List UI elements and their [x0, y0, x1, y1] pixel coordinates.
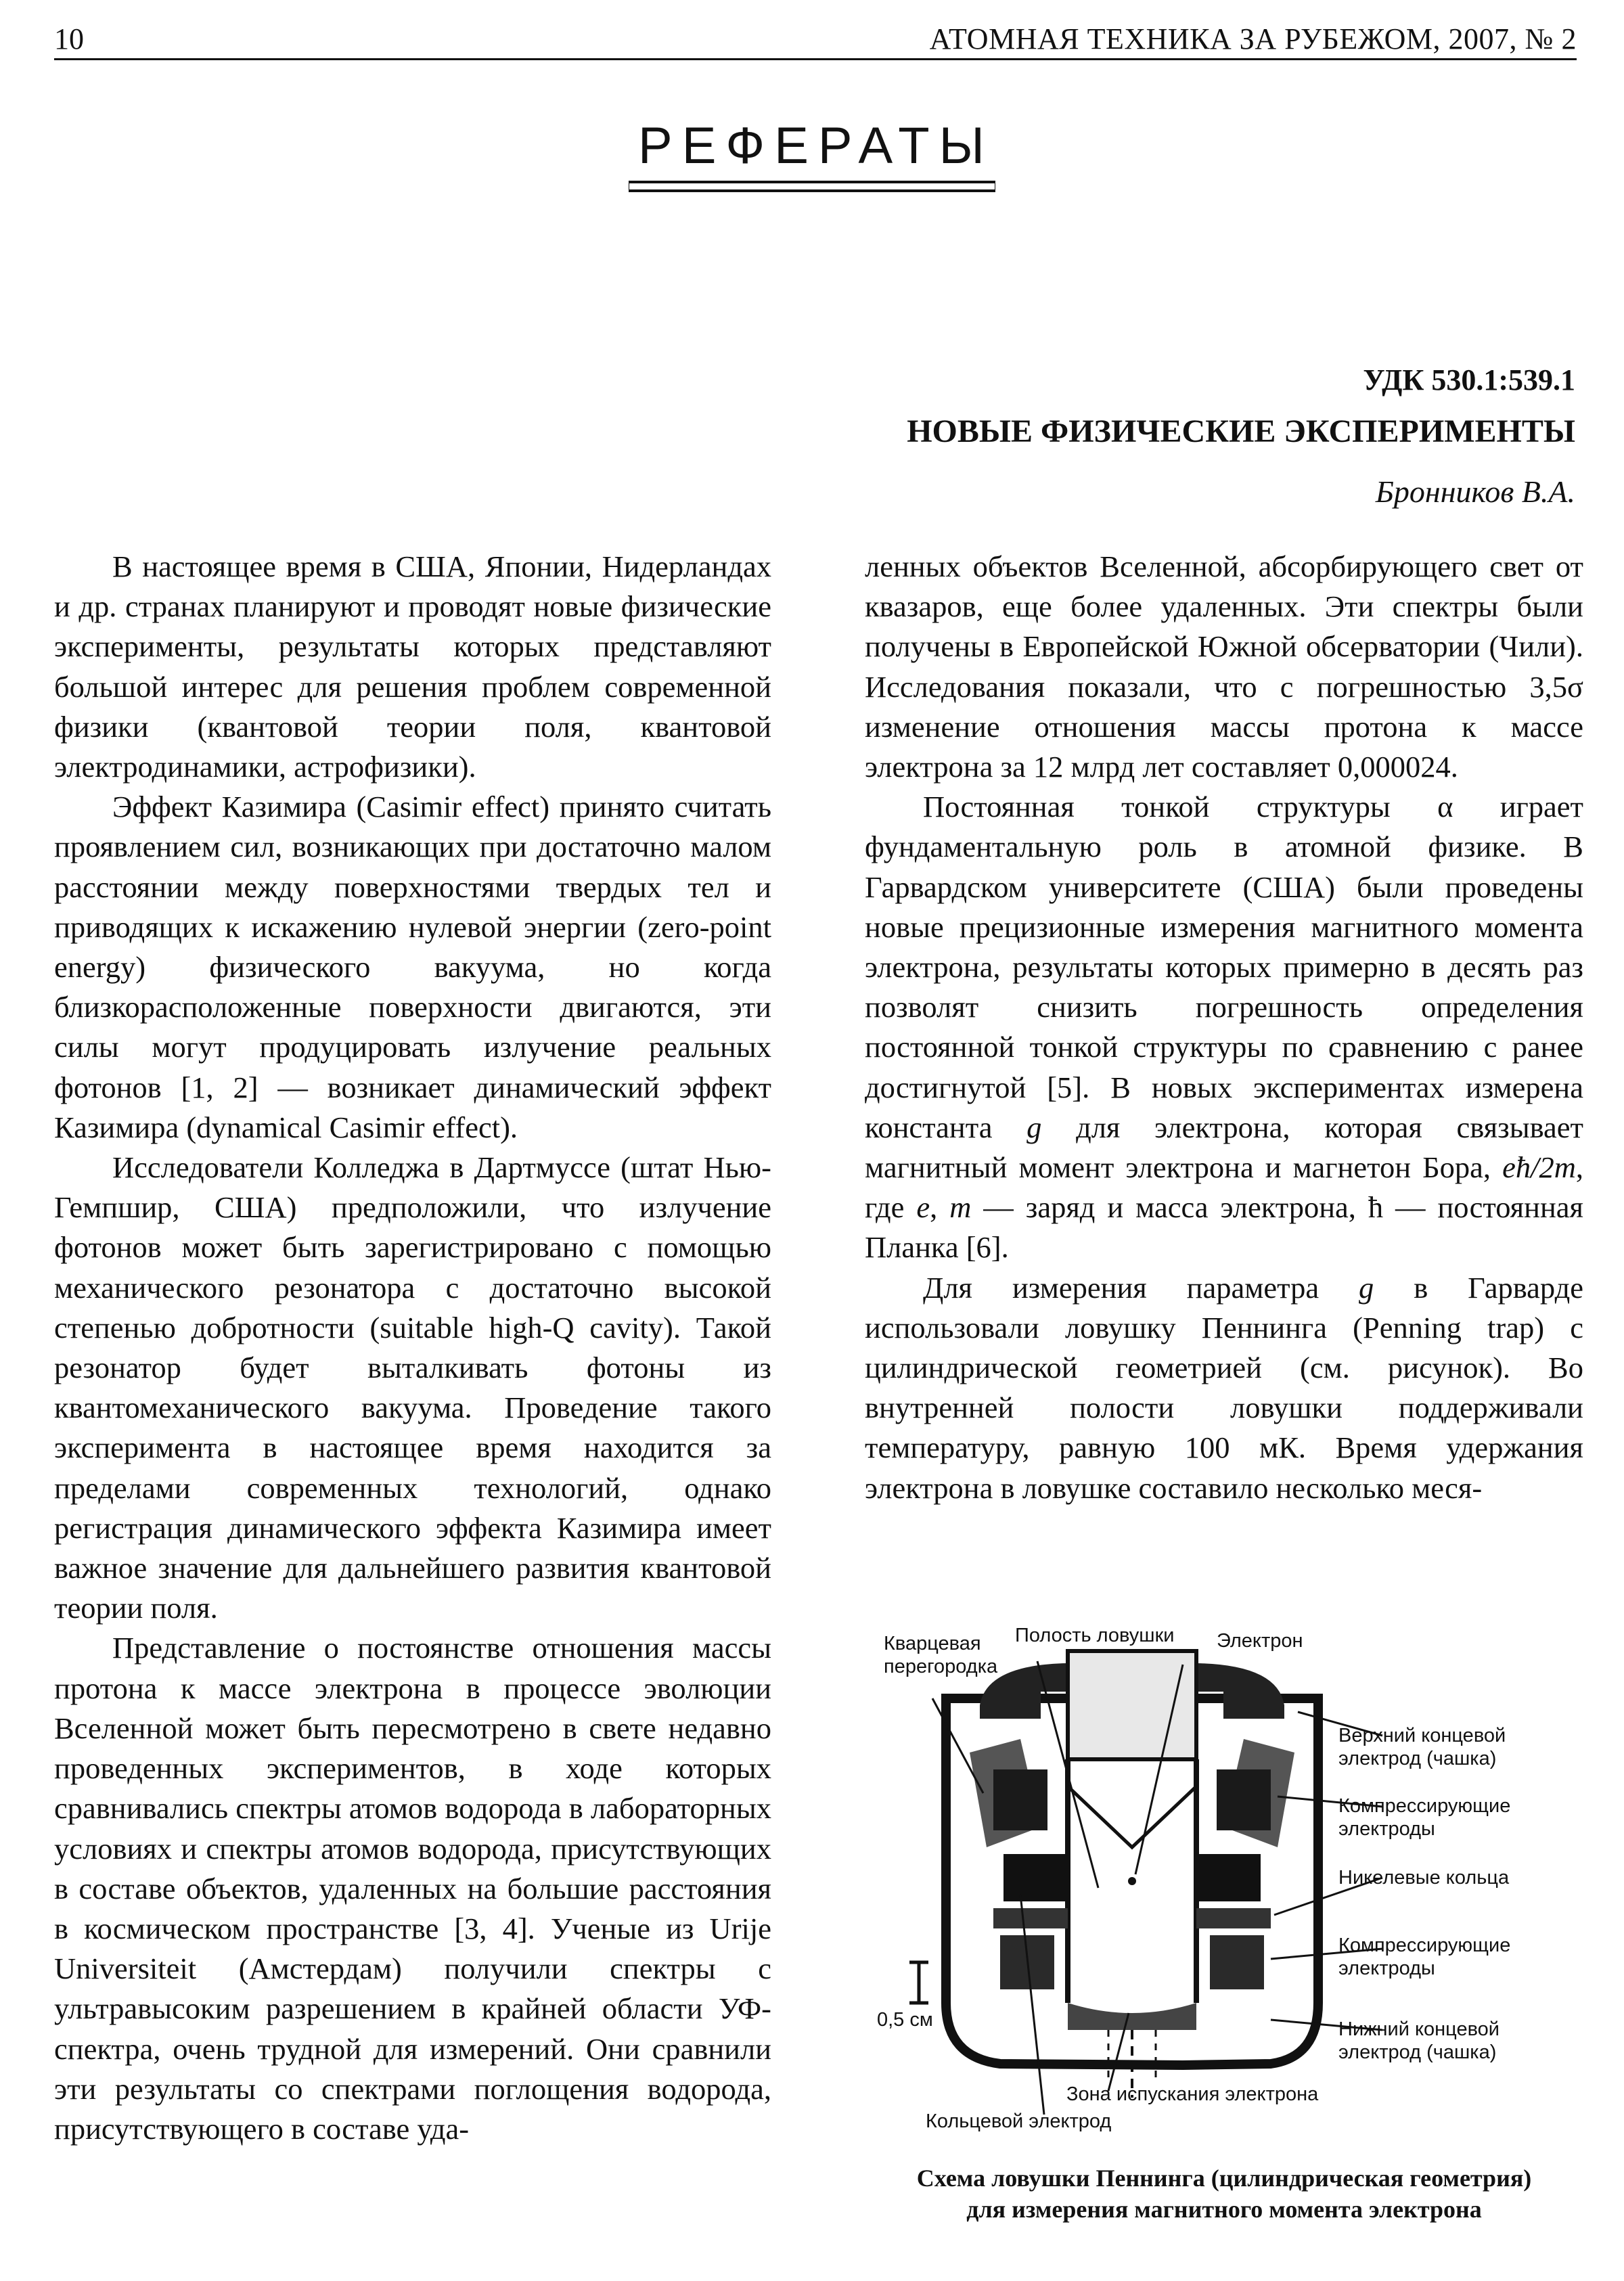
nickel-ring	[1196, 1908, 1271, 1928]
journal-title: АТОМНАЯ ТЕХНИКА ЗА РУБЕЖОМ, 2007, № 2	[929, 22, 1577, 55]
label-emission-zone: Зона испускания электрона	[1066, 2083, 1319, 2105]
symbol-m: m	[949, 1190, 972, 1225]
symbol-g: g	[1359, 1270, 1374, 1305]
running-header	[54, 19, 1577, 60]
page-number: 10	[54, 22, 84, 55]
article-author: Бронников В.А.	[1375, 474, 1575, 509]
label-upper-endcap: Верхний концевой электрод (чашка)	[1338, 1725, 1506, 1769]
left-column	[54, 547, 771, 2149]
symbol-g: g	[1027, 1110, 1042, 1144]
compensation-electrode	[1217, 1769, 1271, 1830]
text-run: Для измерения параметра	[923, 1270, 1359, 1305]
section-title: РЕФЕРАТЫ	[629, 116, 995, 183]
text-run: ,	[930, 1190, 950, 1225]
text-run: , где	[865, 1150, 1583, 1225]
ring-electrode	[1003, 1854, 1068, 1901]
text-run: для электрона, которая связывает магнитный момент электрона и магнетон Бора,	[865, 1110, 1583, 1185]
compensation-electrode	[993, 1769, 1047, 1830]
penning-trap-figure	[865, 1624, 1583, 2152]
nickel-ring	[993, 1908, 1068, 1928]
label-lower-endcap: Нижний концевой электрод (чашка)	[1338, 2018, 1499, 2063]
formula-bohr-magneton: eħ/2m	[1502, 1150, 1576, 1185]
label-quartz: Кварцевая перегородка	[884, 1633, 998, 1677]
symbol-e: e	[916, 1190, 930, 1225]
electron-dot	[1128, 1877, 1136, 1885]
top-tube	[1068, 1651, 1196, 1759]
label-compensation-bottom: Компрессирующие электроды	[1338, 1935, 1511, 1979]
label-compensation-top: Компрессирующие электроды	[1338, 1795, 1511, 1840]
label-trap-cavity: Полость ловушки	[1015, 1625, 1175, 1646]
paragraph: Представление о постоянстве отношения массы протона к массе электрона в процессе эволюции Вселенной может быть пересмотрено в свете недавно проведенных экспериментов, в ходе которых сравнивались спектры атомов водорода в лабораторных условиях и спектры атомов водорода, присутствующих в составе объектов, удаленных на большие расстояния в космическом пространстве [3, 4]. Ученые из Urije Universiteit (Амстердам) получили спектры с ультравысоким разрешением в крайней области УФ-спектра, очень трудной для измерений. Они сравнили эти результаты со спектрами поглощения водорода, присутствующего в составе уда-	[54, 1631, 771, 2146]
text-run: Постоянная тонкой структуры α играет фундаментальную роль в атомной физике. В Гарвардском университете (США) были проведены новые прецизионные измерения магнитного момента электрона, результаты которых примерно в десять раз позволят снизить погрешность определения постоянной тонкой структуры по сравнению с ранее достигнутой [5]. В новых экспериментах измерена константа	[865, 790, 1583, 1144]
right-column	[865, 547, 1583, 1508]
paragraph: Эффект Казимира (Casimir effect) принято считать проявлением сил, возникающих при достаточно малом расстоянии между поверхностями твердых тел и приводящих к искажению нулевой энергии (zero-point energy) физического вакуума, но когда близкорасположенные поверхности двигаются, эти силы могут продуцировать излучение реальных фотонов [1, 2] — возникает динамический эффект Казимира (dynamical Casimir effect).	[54, 790, 771, 1144]
lower-endcap-electrode	[1068, 2003, 1196, 2030]
ring-electrode	[1196, 1854, 1261, 1901]
cavity-cone	[1068, 1786, 1196, 1847]
paragraph: В настоящее время в США, Японии, Нидерландах и др. странах планируют и проводят новые физические эксперименты, результаты которых представляют большой интерес для решения проблем современной физики (квантовой теории поля, квантовой электродинамики, астрофизики).	[54, 549, 771, 784]
label-nickel-rings: Никелевые кольца	[1338, 1867, 1510, 1889]
compensation-electrode	[1210, 1935, 1264, 1989]
label-ring-electrode: Кольцевой электрод	[926, 2110, 1112, 2132]
label-scale: 0,5 см	[877, 2009, 933, 2031]
paragraph: Исследователи Колледжа в Дартмуссе (штат Нью-Гемпшир, США) предположили, что излучение фотонов может быть зарегистрировано с помощью механического резонатора с достаточно высокой степенью добротности (suitable high-Q cavity). Такой резонатор будет выталкивать фотоны из квантомеханического вакуума. Проведение такого эксперимента в настоящее время находится за пределами современных технологий, однако регистрация динамического эффекта Казимира имеет важное значение для дальнейшего развития квантовой теории поля.	[54, 1150, 771, 1625]
figure-caption: Схема ловушки Пеннинга (цилиндрическая геометрия) для измерения магнитного момента электрона	[916, 2165, 1532, 2223]
paragraph	[865, 787, 1583, 1267]
text-run: в Гарварде использовали ловушку Пеннинга (Penning trap) с цилиндрической геометрией (см. рисунок). Во внутренней полости ловушки поддерживали температуру, равную 100 мК. Время удержания электрона в ловушке составило несколько меся-	[865, 1270, 1583, 1505]
label-electron: Электрон	[1217, 1630, 1303, 1652]
text-run: — заряд и масса электрона, ħ — постоянная Планка [6].	[865, 1190, 1584, 1265]
udk-code: УДК 530.1:539.1	[1363, 363, 1575, 397]
paragraph	[865, 1268, 1583, 1508]
article-title: НОВЫЕ ФИЗИЧЕСКИЕ ЭКСПЕРИМЕНТЫ	[907, 413, 1575, 449]
section-heading	[0, 116, 1624, 183]
paragraph-continuation: ленных объектов Вселенной, абсорбирующего свет от квазаров, еще более удаленных. Эти спектры были получены в Европейской Южной обсерватории (Чили). Исследования показали, что с погрешностью 3,5σ изменение отношения массы протона к массе электрона за 12 млрд лет составляет 0,000024.	[865, 549, 1583, 784]
